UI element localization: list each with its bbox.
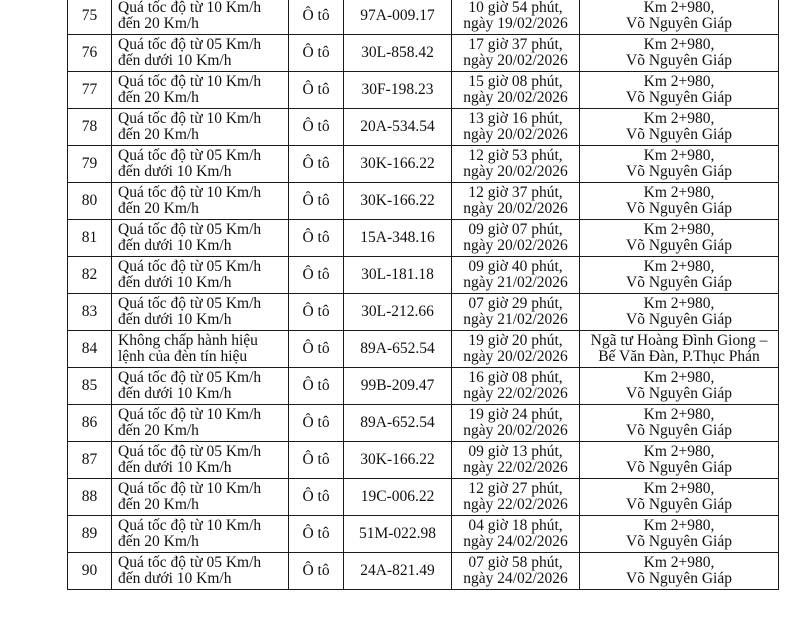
location-cell	[580, 72, 779, 109]
violation-line: đến dưới 10 Km/h	[118, 163, 232, 180]
violation-line: Quá tốc độ từ 05 Km/h	[118, 258, 262, 275]
violation-line: đến 20 Km/h	[118, 126, 199, 143]
time-cell	[452, 72, 580, 109]
date-line: ngày 22/02/2026	[463, 496, 568, 513]
vehicle-type: Ô tô	[289, 35, 344, 72]
license-plate: 30K-166.22	[344, 442, 452, 479]
vehicle-type: Ô tô	[289, 405, 344, 442]
violation-line: lệnh của đèn tín hiệu	[118, 348, 248, 365]
location-line: Km 2+980,	[643, 517, 715, 534]
row-number: 82	[68, 257, 112, 294]
location-cell	[580, 294, 779, 331]
vehicle-type: Ô tô	[289, 479, 344, 516]
location-line: Km 2+980,	[643, 406, 715, 423]
location-line: Km 2+980,	[643, 110, 715, 127]
location-cell	[580, 516, 779, 553]
violation-cell	[112, 553, 289, 590]
date-line: ngày 22/02/2026	[463, 385, 568, 402]
vehicle-type: Ô tô	[289, 368, 344, 405]
table-row	[68, 257, 779, 294]
location-line: Km 2+980,	[643, 36, 715, 53]
license-plate: 89A-652.54	[344, 405, 452, 442]
violation-line: đến dưới 10 Km/h	[118, 274, 232, 291]
location-line: Km 2+980,	[643, 554, 715, 571]
violation-line: Không chấp hành hiệu	[118, 332, 258, 349]
time-line: 17 giờ 37 phút,	[468, 36, 563, 53]
license-plate: 51M-022.98	[344, 516, 452, 553]
location-line: Võ Nguyên Giáp	[626, 163, 732, 180]
location-line: Võ Nguyên Giáp	[626, 15, 732, 32]
violation-line: đến dưới 10 Km/h	[118, 237, 232, 254]
table-row	[68, 220, 779, 257]
date-line: ngày 21/02/2026	[463, 274, 568, 291]
violation-line: đến 20 Km/h	[118, 533, 199, 550]
time-line: 12 giờ 53 phút,	[468, 147, 563, 164]
vehicle-type: Ô tô	[289, 553, 344, 590]
violation-line: Quá tốc độ từ 10 Km/h	[118, 0, 262, 16]
violation-cell	[112, 294, 289, 331]
violation-line: Quá tốc độ từ 10 Km/h	[118, 480, 262, 497]
location-line: Km 2+980,	[643, 221, 715, 238]
vehicle-type: Ô tô	[289, 72, 344, 109]
location-line: Võ Nguyên Giáp	[626, 422, 732, 439]
violations-table-body	[68, 0, 779, 590]
time-line: 09 giờ 07 phút,	[468, 221, 563, 238]
violation-line: Quá tốc độ từ 10 Km/h	[118, 406, 262, 423]
time-line: 04 giờ 18 phút,	[468, 517, 563, 534]
violation-cell	[112, 109, 289, 146]
vehicle-type: Ô tô	[289, 220, 344, 257]
time-line: 10 giờ 54 phút,	[468, 0, 563, 16]
license-plate: 89A-652.54	[344, 331, 452, 368]
location-line: Võ Nguyên Giáp	[626, 89, 732, 106]
violation-line: Quá tốc độ từ 05 Km/h	[118, 221, 262, 238]
violation-line: đến 20 Km/h	[118, 89, 199, 106]
row-number: 90	[68, 553, 112, 590]
time-cell	[452, 183, 580, 220]
violation-line: Quá tốc độ từ 10 Km/h	[118, 517, 262, 534]
row-number: 89	[68, 516, 112, 553]
location-line: Võ Nguyên Giáp	[626, 570, 732, 587]
violation-cell	[112, 479, 289, 516]
license-plate: 30L-858.42	[344, 35, 452, 72]
time-line: 09 giờ 40 phút,	[468, 258, 563, 275]
violations-table	[67, 0, 779, 590]
time-cell	[452, 35, 580, 72]
vehicle-type: Ô tô	[289, 257, 344, 294]
location-cell	[580, 368, 779, 405]
violation-line: đến dưới 10 Km/h	[118, 311, 232, 328]
license-plate: 30K-166.22	[344, 146, 452, 183]
time-cell	[452, 516, 580, 553]
date-line: ngày 22/02/2026	[463, 459, 568, 476]
date-line: ngày 24/02/2026	[463, 533, 568, 550]
violation-cell	[112, 331, 289, 368]
location-cell	[580, 405, 779, 442]
time-cell	[452, 294, 580, 331]
location-line: Km 2+980,	[643, 147, 715, 164]
time-cell	[452, 368, 580, 405]
row-number: 85	[68, 368, 112, 405]
location-line: Km 2+980,	[643, 369, 715, 386]
violation-cell	[112, 35, 289, 72]
violation-line: Quá tốc độ từ 05 Km/h	[118, 554, 262, 571]
time-cell	[452, 220, 580, 257]
row-number: 81	[68, 220, 112, 257]
time-cell	[452, 146, 580, 183]
row-number: 79	[68, 146, 112, 183]
location-line: Võ Nguyên Giáp	[626, 459, 732, 476]
date-line: ngày 19/02/2026	[463, 15, 568, 32]
row-number: 78	[68, 109, 112, 146]
table-row	[68, 183, 779, 220]
date-line: ngày 20/02/2026	[463, 163, 568, 180]
date-line: ngày 24/02/2026	[463, 570, 568, 587]
license-plate: 97A-009.17	[344, 0, 452, 35]
violation-line: Quá tốc độ từ 05 Km/h	[118, 295, 262, 312]
violation-line: đến dưới 10 Km/h	[118, 52, 232, 69]
location-line: Bế Văn Đàn, P.Thục Phán	[598, 348, 760, 365]
location-line: Võ Nguyên Giáp	[626, 311, 732, 328]
vehicle-type: Ô tô	[289, 516, 344, 553]
time-line: 13 giờ 16 phút,	[468, 110, 563, 127]
time-line: 19 giờ 24 phút,	[468, 406, 563, 423]
license-plate: 30F-198.23	[344, 72, 452, 109]
license-plate: 30K-166.22	[344, 183, 452, 220]
location-line: Võ Nguyên Giáp	[626, 385, 732, 402]
location-cell	[580, 146, 779, 183]
location-line: Võ Nguyên Giáp	[626, 496, 732, 513]
vehicle-type: Ô tô	[289, 0, 344, 35]
location-line: Km 2+980,	[643, 480, 715, 497]
violation-cell	[112, 257, 289, 294]
row-number: 86	[68, 405, 112, 442]
time-line: 07 giờ 58 phút,	[468, 554, 563, 571]
row-number: 83	[68, 294, 112, 331]
row-number: 84	[68, 331, 112, 368]
violation-cell	[112, 405, 289, 442]
row-number: 87	[68, 442, 112, 479]
violation-cell	[112, 72, 289, 109]
time-line: 12 giờ 37 phút,	[468, 184, 563, 201]
table-row	[68, 35, 779, 72]
violation-cell	[112, 146, 289, 183]
table-row	[68, 109, 779, 146]
violation-line: đến 20 Km/h	[118, 15, 199, 32]
location-cell	[580, 442, 779, 479]
license-plate: 99B-209.47	[344, 368, 452, 405]
time-cell	[452, 405, 580, 442]
location-line: Võ Nguyên Giáp	[626, 52, 732, 69]
violation-cell	[112, 516, 289, 553]
time-cell	[452, 553, 580, 590]
violation-line: đến dưới 10 Km/h	[118, 385, 232, 402]
table-row	[68, 146, 779, 183]
location-line: Km 2+980,	[643, 443, 715, 460]
time-cell	[452, 109, 580, 146]
violation-line: đến 20 Km/h	[118, 422, 199, 439]
location-line: Võ Nguyên Giáp	[626, 237, 732, 254]
location-cell	[580, 257, 779, 294]
violation-cell	[112, 442, 289, 479]
violation-cell	[112, 220, 289, 257]
date-line: ngày 20/02/2026	[463, 348, 568, 365]
violation-line: Quá tốc độ từ 05 Km/h	[118, 443, 262, 460]
time-line: 07 giờ 29 phút,	[468, 295, 563, 312]
license-plate: 30L-212.66	[344, 294, 452, 331]
location-cell	[580, 220, 779, 257]
table-row	[68, 442, 779, 479]
time-line: 09 giờ 13 phút,	[468, 443, 563, 460]
time-cell	[452, 331, 580, 368]
time-cell	[452, 442, 580, 479]
license-plate: 20A-534.54	[344, 109, 452, 146]
violation-cell	[112, 0, 289, 35]
time-line: 12 giờ 27 phút,	[468, 480, 563, 497]
date-line: ngày 20/02/2026	[463, 52, 568, 69]
row-number: 88	[68, 479, 112, 516]
date-line: ngày 20/02/2026	[463, 89, 568, 106]
license-plate: 15A-348.16	[344, 220, 452, 257]
table-row	[68, 0, 779, 35]
location-cell	[580, 183, 779, 220]
row-number: 75	[68, 0, 112, 35]
time-cell	[452, 479, 580, 516]
location-line: Km 2+980,	[643, 295, 715, 312]
violation-line: Quá tốc độ từ 05 Km/h	[118, 369, 262, 386]
date-line: ngày 20/02/2026	[463, 237, 568, 254]
row-number: 76	[68, 35, 112, 72]
license-plate: 24A-821.49	[344, 553, 452, 590]
date-line: ngày 20/02/2026	[463, 200, 568, 217]
date-line: ngày 21/02/2026	[463, 311, 568, 328]
table-row	[68, 331, 779, 368]
violation-cell	[112, 368, 289, 405]
vehicle-type: Ô tô	[289, 146, 344, 183]
time-line: 19 giờ 20 phút,	[468, 332, 563, 349]
location-line: Ngã tư Hoàng Đình Giong –	[590, 332, 768, 349]
table-row	[68, 294, 779, 331]
location-cell	[580, 109, 779, 146]
violation-line: đến 20 Km/h	[118, 200, 199, 217]
location-line: Võ Nguyên Giáp	[626, 533, 732, 550]
license-plate: 19C-006.22	[344, 479, 452, 516]
table-row	[68, 516, 779, 553]
violation-line: Quá tốc độ từ 10 Km/h	[118, 184, 262, 201]
time-cell	[452, 0, 580, 35]
violation-line: Quá tốc độ từ 10 Km/h	[118, 110, 262, 127]
location-line: Km 2+980,	[643, 258, 715, 275]
row-number: 77	[68, 72, 112, 109]
vehicle-type: Ô tô	[289, 183, 344, 220]
date-line: ngày 20/02/2026	[463, 422, 568, 439]
date-line: ngày 20/02/2026	[463, 126, 568, 143]
violation-line: Quá tốc độ từ 10 Km/h	[118, 73, 262, 90]
location-line: Km 2+980,	[643, 73, 715, 90]
vehicle-type: Ô tô	[289, 294, 344, 331]
violation-line: đến dưới 10 Km/h	[118, 459, 232, 476]
violation-line: Quá tốc độ từ 05 Km/h	[118, 36, 262, 53]
row-number: 80	[68, 183, 112, 220]
location-cell	[580, 553, 779, 590]
violation-line: đến dưới 10 Km/h	[118, 570, 232, 587]
violation-cell	[112, 183, 289, 220]
location-cell	[580, 0, 779, 35]
vehicle-type: Ô tô	[289, 109, 344, 146]
time-line: 15 giờ 08 phút,	[468, 73, 563, 90]
table-row	[68, 479, 779, 516]
time-line: 16 giờ 08 phút,	[468, 369, 563, 386]
table-row	[68, 405, 779, 442]
violation-line: đến 20 Km/h	[118, 496, 199, 513]
location-cell	[580, 331, 779, 368]
location-line: Km 2+980,	[643, 184, 715, 201]
license-plate: 30L-181.18	[344, 257, 452, 294]
violation-line: Quá tốc độ từ 05 Km/h	[118, 147, 262, 164]
location-line: Võ Nguyên Giáp	[626, 200, 732, 217]
location-line: Km 2+980,	[643, 0, 715, 16]
table-row	[68, 72, 779, 109]
location-cell	[580, 35, 779, 72]
location-line: Võ Nguyên Giáp	[626, 274, 732, 291]
location-cell	[580, 479, 779, 516]
time-cell	[452, 257, 580, 294]
location-line: Võ Nguyên Giáp	[626, 126, 732, 143]
vehicle-type: Ô tô	[289, 442, 344, 479]
table-row	[68, 553, 779, 590]
vehicle-type: Ô tô	[289, 331, 344, 368]
table-row	[68, 368, 779, 405]
